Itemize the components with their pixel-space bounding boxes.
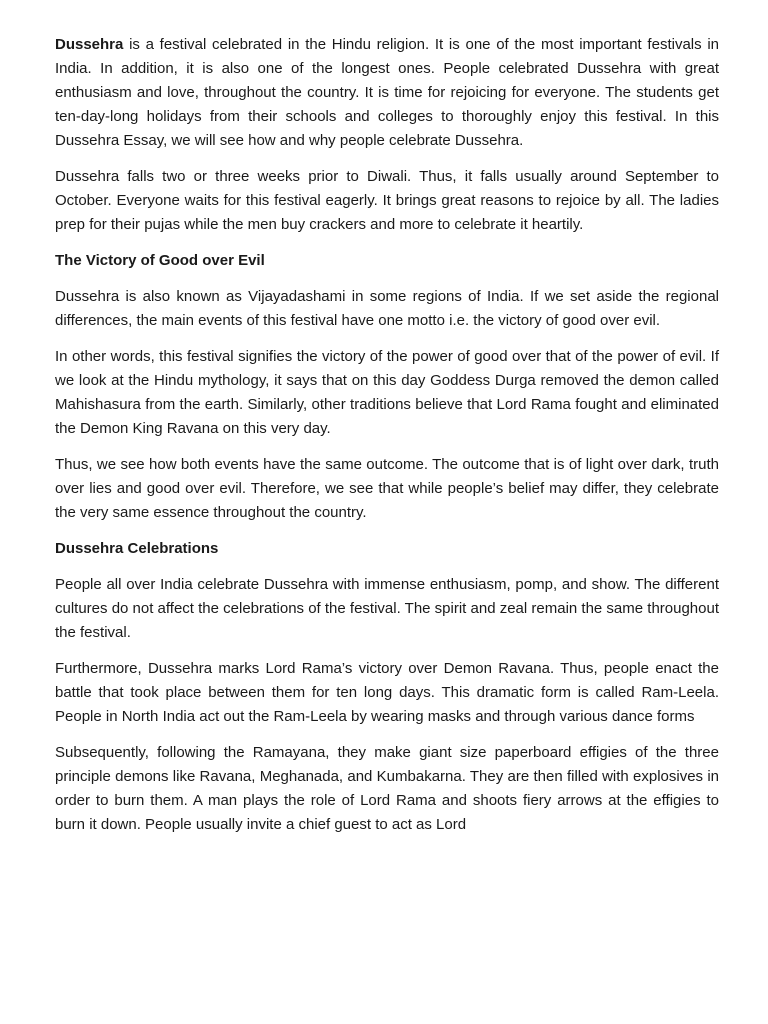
section-heading-celebrations: Dussehra Celebrations xyxy=(55,540,219,557)
paragraph-effigies: Subsequently, following the Ramayana, they make giant size paperboard effigies of the three principle demons like Ravana, Meghanada, and Kumbakarna. They are then filled with explosives in order to burn them. A man plays the role of Lord Rama and shoots fiery arrows at the effigies to burn it down. People usually invite a chief guest to act as Lord xyxy=(55,744,719,833)
document-page xyxy=(55,33,719,849)
paragraph-enthusiasm: People all over India celebrate Dussehra with immense enthusiasm, pomp, and show. The different cultures do not affect the celebrations of the festival. The spirit and zeal remain the same throughout the festival. xyxy=(55,576,719,641)
paragraph-timing: Dussehra falls two or three weeks prior to Diwali. Thus, it falls usually around September to October. Everyone waits for this festival eagerly. It brings great reasons to rejoice by all. The ladies prep for their pujas while the men buy crackers and more to celebrate it heartily. xyxy=(55,168,719,233)
paragraph-outcome: Thus, we see how both events have the same outcome. The outcome that is of light over dark, truth over lies and good over evil. Therefore, we see that while people’s belief may differ, they celebrate the very same essence throughout the country. xyxy=(55,456,719,521)
paragraph-ram-leela: Furthermore, Dussehra marks Lord Rama’s victory over Demon Ravana. Thus, people enact the battle that took place between them for ten long days. This dramatic form is called Ram-Leela. People in North India act out the Ram-Leela by wearing masks and through various dance forms xyxy=(55,660,719,725)
intro-text: is a festival celebrated in the Hindu religion. It is one of the most important festivals in India. In addition, it is also one of the longest ones. People celebrated Dussehra with great enthusiasm and love, throughout the country. It is time for rejoicing for everyone. The students get ten-day-long holidays from their schools and colleges to thoroughly enjoy this festival. In this Dussehra Essay, we will see how and why people celebrate Dussehra. xyxy=(55,36,719,149)
paragraph-vijayadashami: Dussehra is also known as Vijayadashami in some regions of India. If we set aside the regional differences, the main events of this festival have one motto i.e. the victory of good over evil. xyxy=(55,288,719,329)
paragraph-mythology: In other words, this festival signifies the victory of the power of good over that of the power of evil. If we look at the Hindu mythology, it says that on this day Goddess Durga removed the demon called Mahishasura from the earth. Similarly, other traditions believe that Lord Rama fought and eliminated the Demon King Ravana on this very day. xyxy=(55,348,719,437)
intro-lead-term: Dussehra xyxy=(55,36,124,53)
section-heading-victory: The Victory of Good over Evil xyxy=(55,252,265,269)
intro-paragraph xyxy=(55,33,719,153)
